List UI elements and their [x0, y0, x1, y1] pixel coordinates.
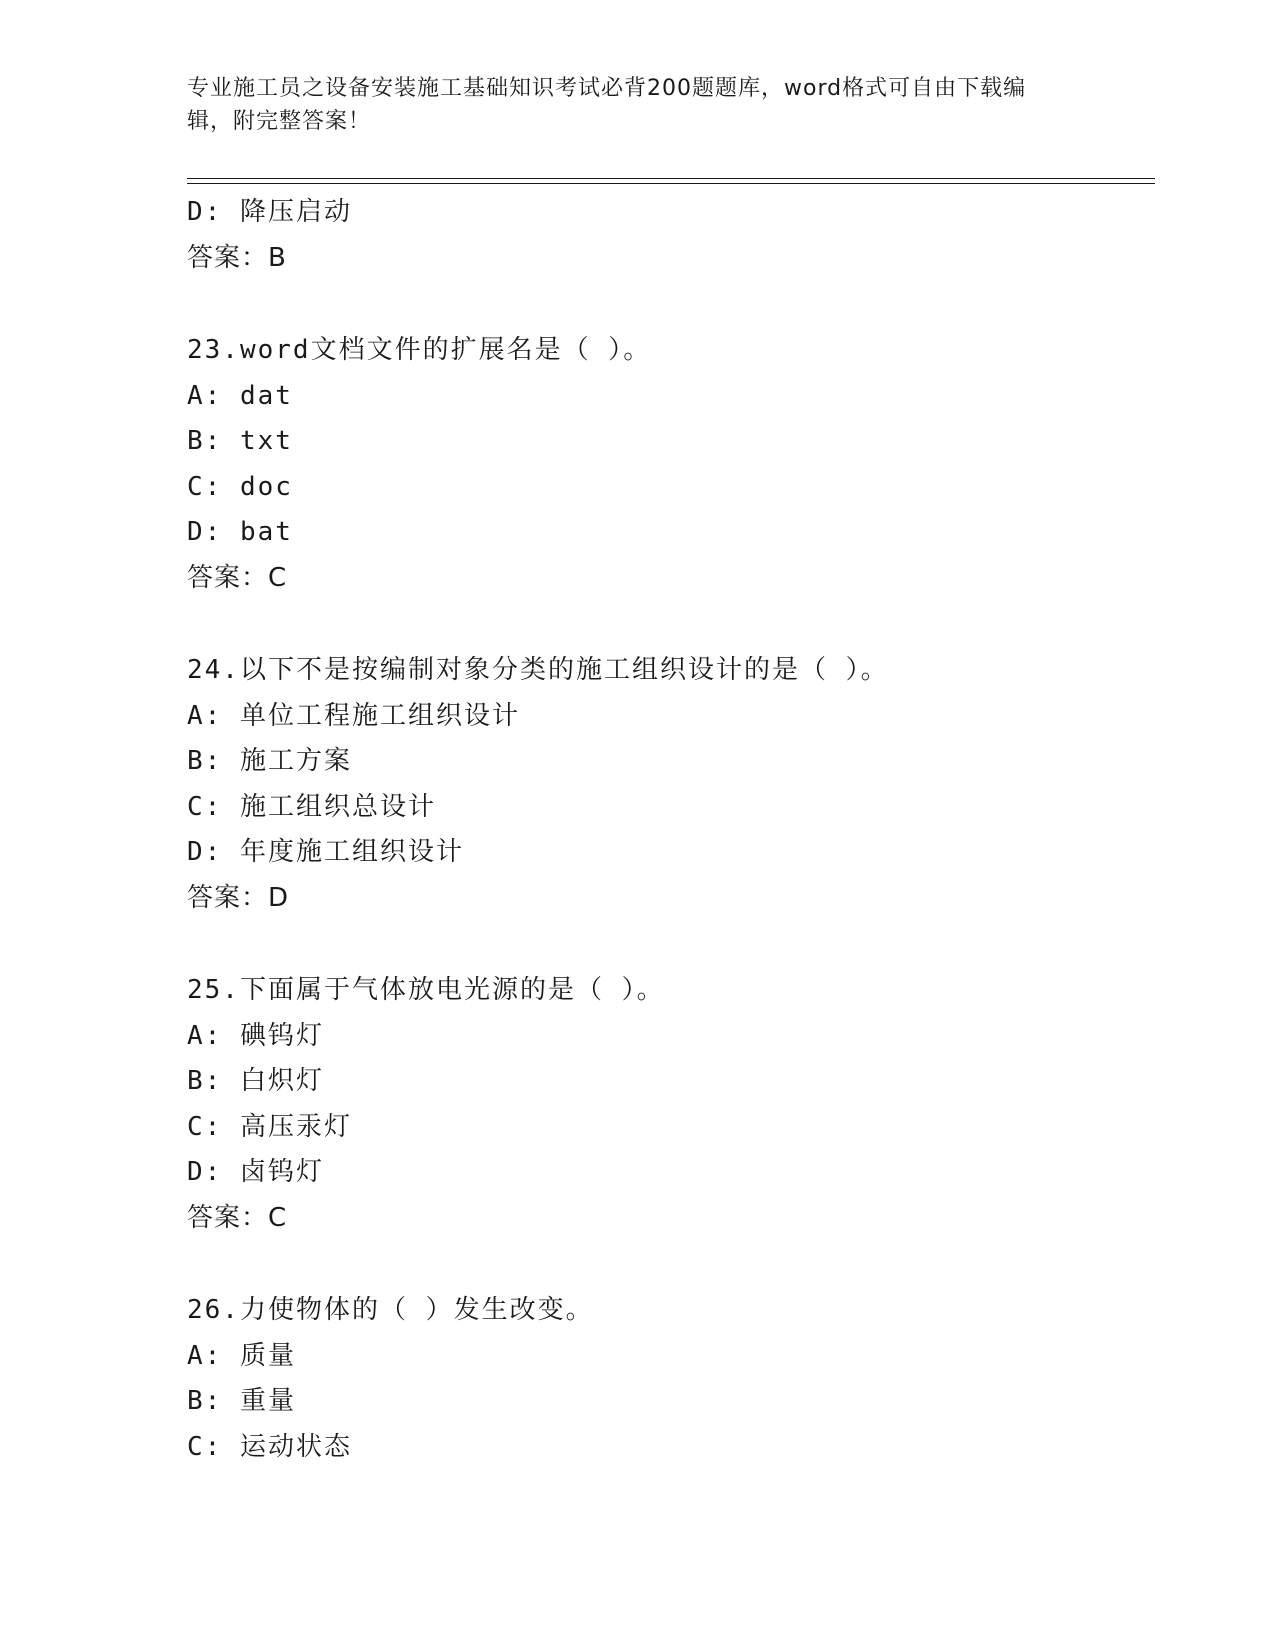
question-stem: 24.以下不是按编制对象分类的施工组织设计的是（ ）。: [187, 655, 889, 685]
option-c: C: 高压汞灯: [187, 1111, 352, 1142]
question-stem: 25.下面属于气体放电光源的是（ ）。: [187, 975, 665, 1005]
option-d: D: 年度施工组织设计: [187, 837, 464, 867]
answer-line: 答案：C: [187, 1202, 288, 1233]
option-c: C: doc: [187, 471, 293, 502]
option-d: D: 卤钨灯: [187, 1157, 324, 1187]
question-stem: 23.word文档文件的扩展名是（ ）。: [187, 335, 652, 365]
question-block: [187, 648, 1147, 921]
option-a: A: 碘钨灯: [187, 1020, 324, 1051]
header-divider-bottom: [187, 183, 1155, 184]
option-d: D: bat: [187, 517, 293, 547]
answer-line: 答案：C: [187, 562, 288, 593]
document-header-title: 专业施工员之设备安装施工基础知识考试必背200题题库，word格式可自由下载编辑，附完整答案！: [187, 76, 1027, 134]
option-d: D: 降压启动: [187, 197, 352, 227]
option-b: B: 施工方案: [187, 746, 352, 776]
spacer: [187, 601, 1147, 648]
option-b: B: 重量: [187, 1386, 296, 1416]
question-stem: 26.力使物体的（ ）发生改变。: [187, 1295, 594, 1325]
question-block: [187, 1288, 1147, 1470]
option-c: C: 运动状态: [187, 1431, 352, 1462]
spacer: [187, 921, 1147, 968]
question-block: [187, 968, 1147, 1241]
option-a: A: 单位工程施工组织设计: [187, 700, 520, 731]
header-divider-top: [187, 178, 1155, 179]
answer-line: 答案：D: [187, 882, 290, 913]
question-block: [187, 328, 1147, 601]
question-list: [187, 190, 1147, 1470]
answer-line: 答案：B: [187, 242, 287, 273]
spacer: [187, 281, 1147, 328]
spacer: [187, 1241, 1147, 1288]
option-b: B: txt: [187, 426, 293, 456]
option-a: A: dat: [187, 380, 293, 411]
option-b: B: 白炽灯: [187, 1066, 324, 1096]
option-c: C: 施工组织总设计: [187, 791, 436, 822]
option-a: A: 质量: [187, 1340, 296, 1371]
